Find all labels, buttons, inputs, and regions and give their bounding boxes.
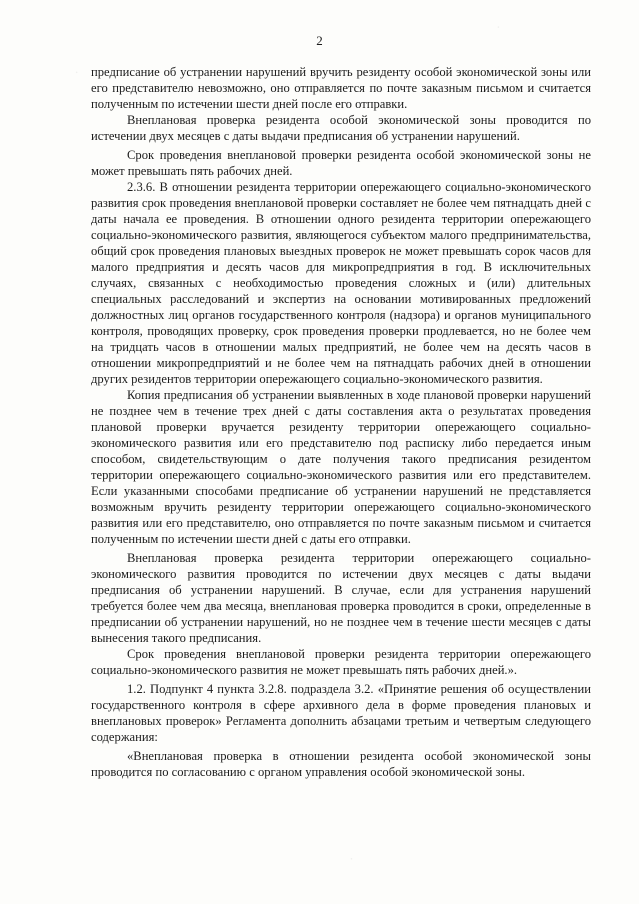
paragraph-2-3-6: 2.3.6. В отношении резидента территории опережающего социально-экономического развития срок проведения внеплановой проверки составляет не более чем пятнадцать дней с даты начала ее проведения. В отношении одного резидента территории опережающего социально-экономического развития, являющегося субъектом малого предпринимательства, общий срок проведения плановых выездных проверок не может превышать сорок часов для малого предприятия и десять часов для микропредприятия в год. В исключительных случаях, связанных с необходимостью проведения сложных и (или) длительных специальных расследований и экспертиз на основании мотивированных предложений должностных лиц органов государственного контроля (надзора) и органов муниципального контроля, проводящих проверку, срок проведения проверки продлевается, но не более чем на тридцать часов в отношении малых предприятий, не более чем на десять часов в отношении микропредприятий и не более чем на пятнадцать рабочих дней в отношении других резидентов территории опережающего социально-экономического развития.	[91, 180, 591, 386]
paragraph-sez-inspection-duration: Срок проведения внеплановой проверки резидента особой экономической зоны не может превышать пять рабочих дней.	[91, 148, 591, 178]
paragraph-ased-unscheduled-inspection-timing: Внеплановая проверка резидента территории опережающего социально-экономического развития проводится по истечении двух месяцев с даты выдачи предписания об устранении нарушений. В случае, если для устранения нарушений требуется более чем два месяца, внеплановая проверка проводится в сроки, определенные в предписании об устранении нарушений, но не позднее чем в течение шести месяцев с даты вынесения такого предписания.	[91, 551, 591, 645]
page-number: 2	[316, 33, 323, 48]
paragraph-sez-coordination: «Внеплановая проверка в отношении резидента особой экономической зоны проводится по согласованию с органом управления особой экономической зоны.	[91, 749, 591, 779]
paragraph-ased-inspection-duration: Срок проведения внеплановой проверки резидента территории опережающего социально-экономического развития не может превышать пять рабочих дней.».	[91, 647, 591, 677]
paragraph-continuation: предписание об устранении нарушений вручить резиденту особой экономической зоны или его представителю невозможно, оно отправляется по почте заказным письмом и считается полученным по истечении шести дней после его отправки.	[91, 65, 591, 111]
paragraph-sez-unscheduled-inspection-timing: Внеплановая проверка резидента особой экономической зоны проводится по истечении двух месяцев с даты выдачи предписания об устранении нарушений.	[91, 113, 591, 143]
paragraph-1-2-amendment: 1.2. Подпункт 4 пункта 3.2.8. подраздела 3.2. «Принятие решения об осуществлении государственного контроля в сфере архивного дела в форме проведения плановых и внеплановых проверок» Регламента дополнить абзацами третьим и четвертым следующего содержания:	[91, 682, 591, 744]
document-body	[91, 64, 591, 780]
paragraph-order-copy-delivery: Копия предписания об устранении выявленных в ходе плановой проверки нарушений не позднее чем в течение трех дней с даты составления акта о результатах проведения плановой проверки вручается резиденту территории опережающего социально-экономического развития или его представителю под расписку либо передается иным способом, свидетельствующим о дате получения такого предписания резидентом территории опережающего социально-экономического развития или его представителем. Если указанными способами предписание об устранении нарушений не представляется возможным вручить резиденту территории опережающего социально-экономического развития или его представителю, оно отправляется по почте заказным письмом и считается полученным по истечении шести дней с даты его отправки.	[91, 388, 591, 546]
